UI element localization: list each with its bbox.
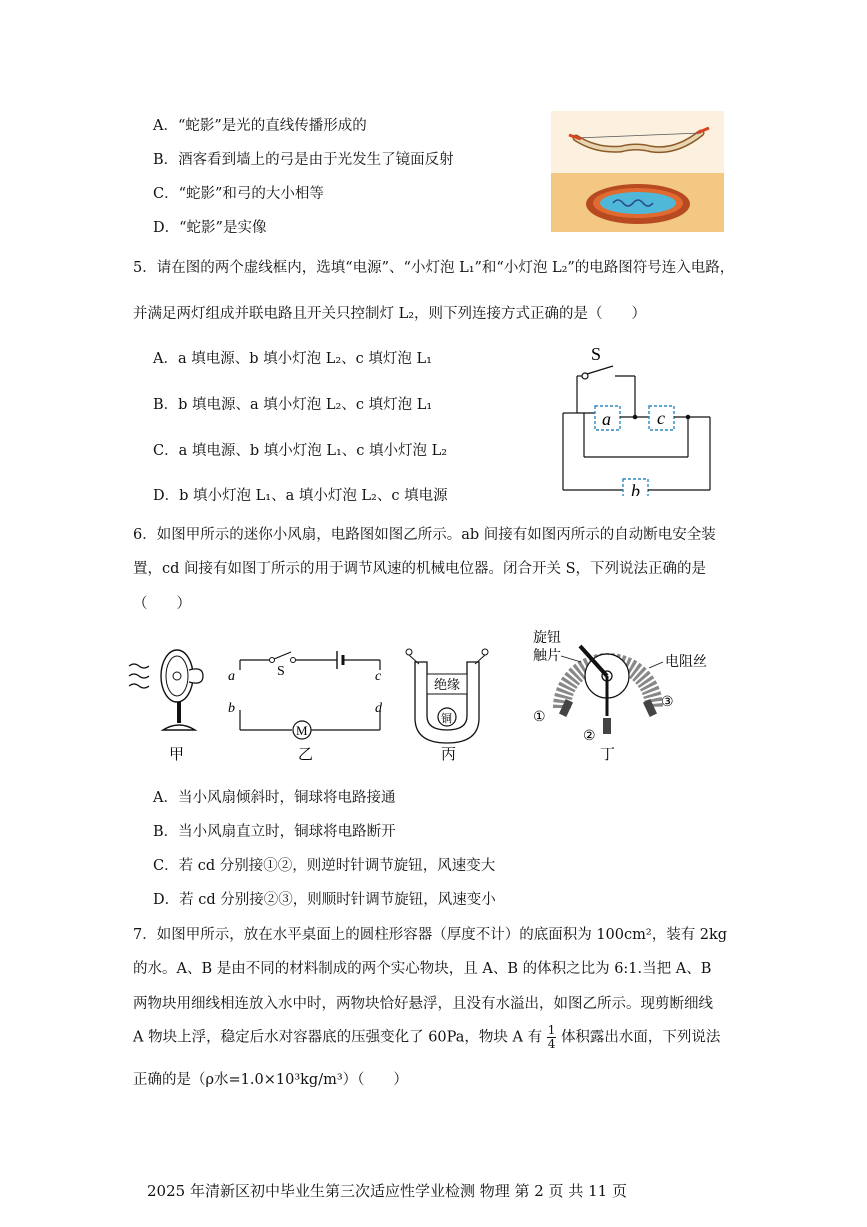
terminal-2-label: ② [583,729,596,744]
switch-label: S [591,344,602,364]
q5-option-b: B．b 填电源、a 填小灯泡 L₂、c 填灯泡 L₁ [153,397,433,413]
motor-label: M [296,723,308,738]
q7-line4-start: A 物块上浮，稳定后水对容器底的压强变化了 60Pa，物块 A 有 [133,1029,543,1046]
yi-d-label: d [375,701,382,716]
q6-option-a: A．当小风扇倾斜时，铜球将电路接通 [153,790,396,806]
q4-option-d: D．“蛇影”是实像 [153,220,267,236]
yi-b-label: b [228,701,235,716]
terminal-3-label: ③ [661,695,674,710]
q6-stem-line1: 6．如图甲所示的迷你小风扇，电路图如图乙所示。ab 间接有如图丙所示的自动断电安全装 [133,527,716,543]
q5-circuit-diagram [555,344,720,496]
fraction-numerator: 1 [547,1023,556,1037]
page-footer: 2025 年清新区初中毕业生第三次适应性学业检测 物理 第 2 页 共 11 页 [147,1182,627,1200]
q5-stem-line1: 5．请在图的两个虚线框内，选填“电源”、“小灯泡 L₁”和“小灯泡 L₂”的电路图符号连入电路， [133,260,735,276]
slider-label: 触片 [533,649,561,664]
q4-option-b: B．酒客看到墙上的弓是由于光发生了镜面反射 [153,152,454,168]
box-a-label: a [602,409,611,429]
bow-wine-cup-illustration [551,111,724,232]
q7-line4-end: 体积露出水面，下列说法 [560,1029,721,1046]
bing-device [406,649,488,763]
q4-option-a: A．“蛇影”是光的直线传播形成的 [153,118,367,134]
label-bing: 丙 [441,747,457,763]
yi-switch-label: S [277,664,285,679]
q5-option-a: A．a 填电源、b 填小灯泡 L₂、c 填灯泡 L₁ [153,351,432,367]
label-yi: 乙 [298,747,314,763]
q4-option-c: C．“蛇影”和弓的大小相等 [153,186,324,202]
insulation-label: 绝缘 [434,677,461,692]
q7-line1: 7．如图甲所示，放在水平桌面上的圆柱形容器（厚度不计）的底面积为 100cm²，装有 2kg [133,927,728,943]
knob-label: 旋钮 [533,631,561,646]
ding-potentiometer [533,630,707,763]
fan-figure [129,650,203,763]
q7-line4 [133,1024,720,1051]
yi-circuit [228,651,383,763]
label-ding: 丁 [600,747,616,763]
yi-c-label: c [375,669,382,684]
label-jia: 甲 [169,747,185,763]
q5-stem-line2: 并满足两灯组成并联电路且开关只控制灯 L₂，则下列连接方式正确的是（ ） [133,306,647,322]
q7-line5: 正确的是（ρ水=1.0×10³kg/m³）（ ） [133,1072,408,1088]
fraction-one-quarter [547,1024,557,1051]
box-c-label: c [657,408,665,428]
q6-figures [125,618,745,768]
copper-label: 铜 [441,713,452,725]
yi-a-label: a [228,669,235,684]
q7-line3: 两物块用细线相连放入水中时，两物块恰好悬浮，且没有水溢出，如图乙所示。现剪断细线 [133,996,713,1012]
q6-option-c: C．若 cd 分别接①②，则逆时针调节旋钮，风速变大 [153,858,496,874]
q6-option-b: B．当小风扇直立时，铜球将电路断开 [153,824,396,840]
fraction-denominator: 4 [547,1037,556,1051]
q5-option-d: D．b 填小灯泡 L₁、a 填小灯泡 L₂、c 填电源 [153,488,448,504]
q6-stem-line2: 置，cd 间接有如图丁所示的用于调节风速的机械电位器。闭合开关 S，下列说法正确的是 [133,561,707,577]
wire-label: 电阻丝 [665,655,707,670]
box-b-label: b [631,481,640,496]
terminal-1-label: ① [533,710,546,725]
q6-option-d: D．若 cd 分别接②③，则顺时针调节旋钮，风速变小 [153,892,496,908]
q6-stem-line3: （ ） [133,596,191,612]
q7-line2: 的水。A、B 是由不同的材料制成的两个实心物块，且 A、B 的体积之比为 6:1.当把 A、B [133,961,712,977]
q5-option-c: C．a 填电源、b 填小灯泡 L₁、c 填小灯泡 L₂ [153,443,448,459]
